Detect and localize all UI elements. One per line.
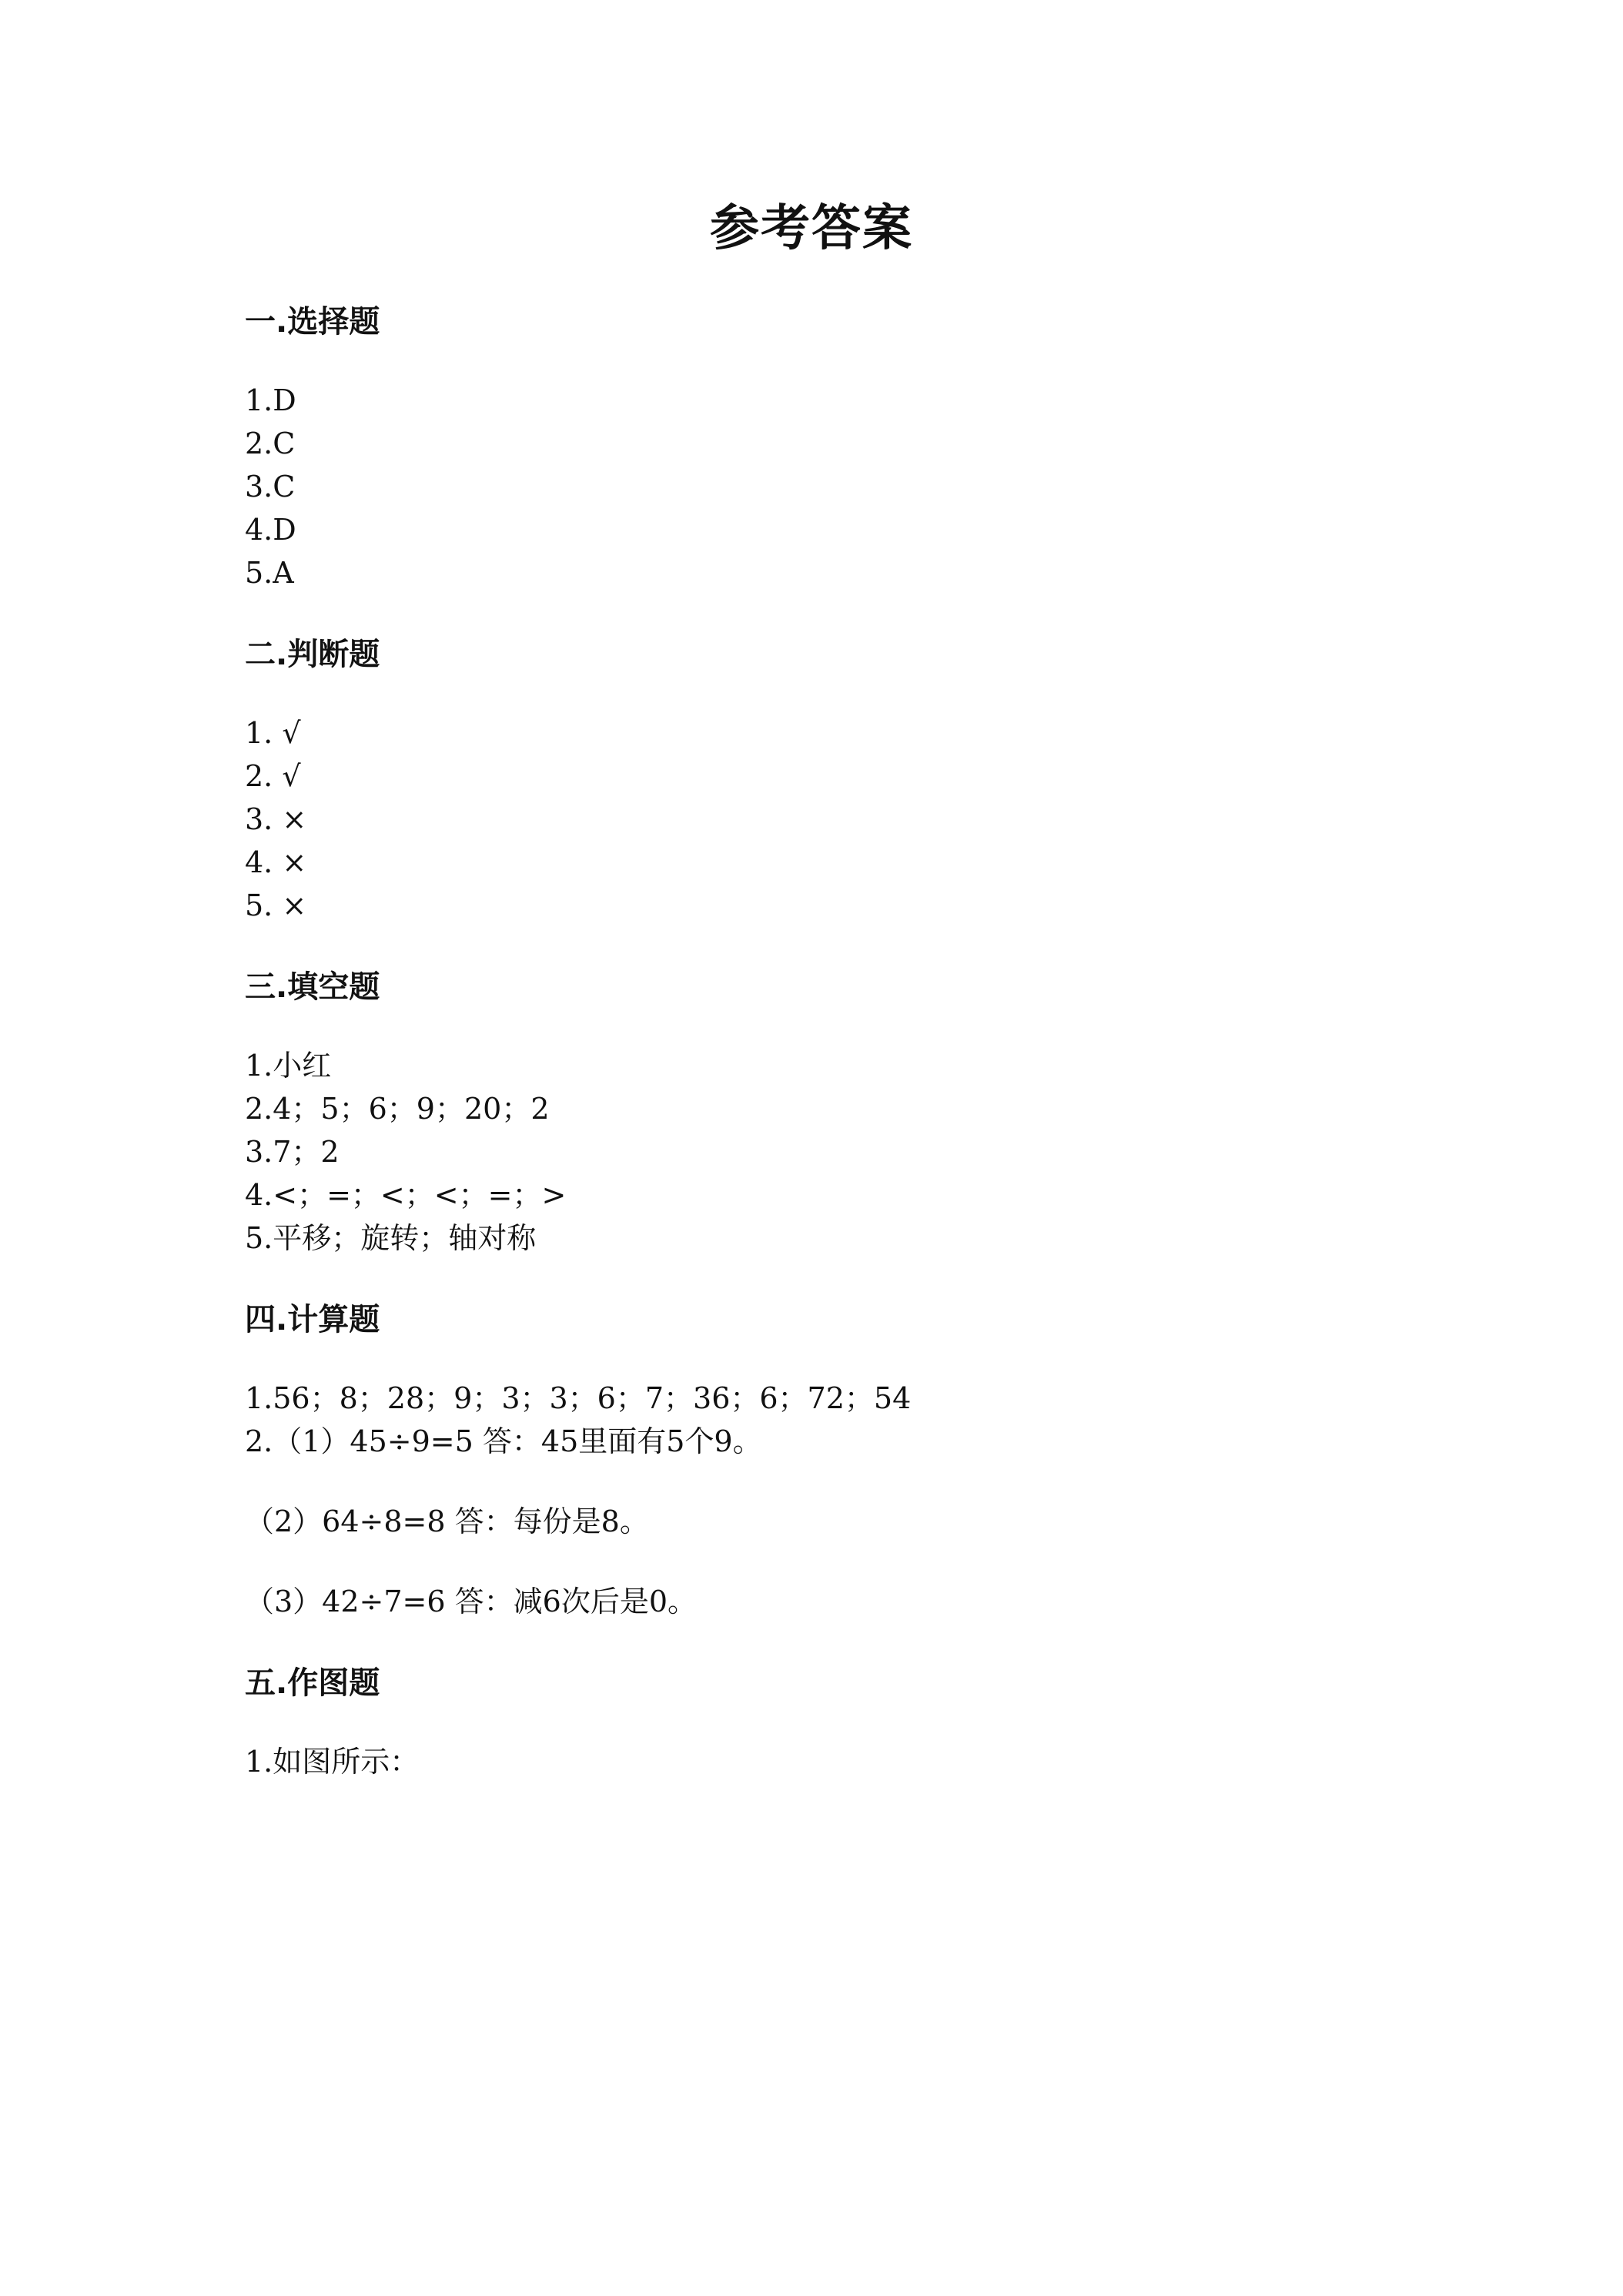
answer-item: 1. √ [245,716,301,750]
answer-list [245,379,1400,594]
answer-item: 3.7；2 [245,1135,340,1169]
answer-item: 1.小红 [245,1049,332,1083]
answer-item: 4. × [245,845,307,879]
section-heading: 三.填空题 [245,969,380,1005]
answer-list [245,1377,1400,1623]
answer-item: 5. × [245,889,307,922]
section-heading: 一.选择题 [245,304,380,340]
answer-item: 1.如图所示： [245,1745,420,1779]
section-calculation [245,1297,1400,1623]
answer-item: 3. × [245,802,307,836]
answer-item: （3）42÷7=6 答：减6次后是0。 [245,1585,697,1618]
answer-content [245,299,1400,1783]
answer-item: 2.（1）45÷9=5 答：45里面有5个9。 [245,1424,762,1458]
answer-item: 2.4；5；6；9；20；2 [245,1092,550,1126]
section-heading: 四.计算题 [245,1302,380,1337]
answer-item: 4.<；=；<；<；=；> [245,1178,567,1212]
section-heading: 二.判断题 [245,637,380,672]
answer-item: 2.C [245,427,296,460]
answer-item: 3.C [245,470,296,504]
answer-list [245,711,1400,927]
answer-item: 2. √ [245,759,301,793]
answer-item: 1.56；8；28；9；3；3；6；7；36；6；72；54 [245,1381,912,1415]
answer-item: 1.D [245,383,296,417]
answer-list [245,1044,1400,1260]
answer-item: （2）64÷8=8 答：每份是8。 [245,1504,649,1538]
page-title: 参考答案 [710,199,913,257]
answer-item: 5.平移；旋转；轴对称 [245,1221,537,1255]
section-drawing [245,1660,1400,1783]
answer-item: 4.D [245,513,296,547]
section-heading: 五.作图题 [245,1665,380,1701]
section-multiple-choice [245,299,1400,594]
answer-item: 5.A [245,556,294,590]
section-fill-in-blank [245,964,1400,1260]
answer-list [245,1740,1400,1783]
section-true-false [245,631,1400,927]
